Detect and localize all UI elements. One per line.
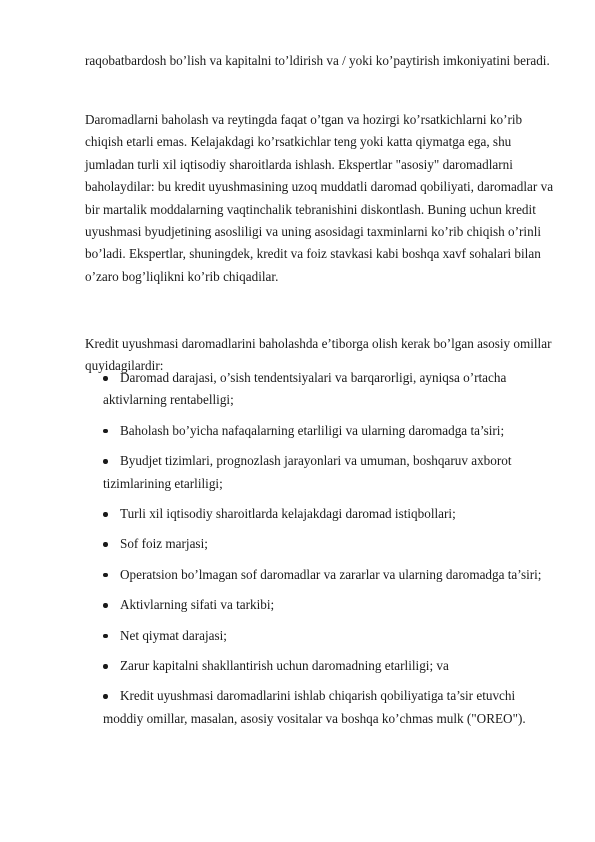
list-item <box>103 367 555 412</box>
paragraph-earnings-evaluation: Daromadlarni baholash va reytingda faqat o’tgan va hozirgi ko’rsatkichlarni ko’rib chiqish etarli emas. Kelajakdagi ko’rsatkichlar teng yoki katta qiymatga ega, shu jumladan turli xil iqtisodiy sharoitlarda ishlash. Ekspertlar "asosiy" daromadlarni baholaydilar: bu kredit uyushmasining uzoq muddatli daromad qobiliyati, daromadlar va bir martalik moddalarning vaqtinchalik tebranishini diskontlash. Buning uchun kredit uyushmasi byudjetining asosliligi va uning asosidagi taxminlarni ko’rib chiqish o’rinli bo’ladi. Ekspertlar, shuningdek, kredit va foiz stavkasi kabi boshqa xavf sohalari bilan o’zaro bog’liqlikni ko’rib chiqadilar. <box>85 112 554 284</box>
list-item-text: Baholash bo’yicha nafaqalarning etarliligi va ularning daromadga ta’siri; <box>120 422 505 438</box>
bullet-icon <box>103 459 108 464</box>
list-item-text: Sof foiz marjasi; <box>120 536 208 552</box>
list-item-text: Daromad darajasi, o’sish tendentsiyalari va barqarorligi, ayniqsa o’rtacha aktivlarning rentabelligi; <box>103 370 507 408</box>
bullet-icon <box>103 376 108 381</box>
list-item-text: Turli xil iqtisodiy sharoitlarda kelajakdagi daromad istiqbollari; <box>120 506 456 522</box>
bullet-icon <box>103 634 108 639</box>
bullet-icon <box>103 429 108 434</box>
bullet-icon <box>103 694 108 699</box>
paragraph-intro-continuation: raqobatbardosh bo’lish va kapitalni to’ldirish va / yoki ko’paytirish imkoniyatini beradi. <box>85 53 550 68</box>
list-item-text: Byudjet tizimlari, prognozlash jarayonlari va umuman, boshqaruv axborot tizimlarining etarliligi; <box>103 453 512 491</box>
bullet-icon <box>103 573 108 578</box>
list-item <box>103 655 555 677</box>
bullet-icon <box>103 603 108 608</box>
paragraph-key-factors-lead: Kredit uyushmasi daromadlarini baholashda e’tiborga olish kerak bo’lgan asosiy omillar quyidagilardir: <box>85 336 552 374</box>
list-item <box>103 625 555 647</box>
bullet-icon <box>103 512 108 517</box>
bullet-icon <box>103 664 108 669</box>
list-item <box>103 420 555 442</box>
bullet-icon <box>103 542 108 547</box>
list-item <box>103 594 555 616</box>
list-item <box>103 503 555 525</box>
list-item <box>103 450 555 495</box>
key-factors-list <box>103 367 555 738</box>
list-item <box>103 685 555 730</box>
list-item-text: Aktivlarning sifati va tarkibi; <box>120 597 275 613</box>
list-item-text: Operatsion bo’lmagan sof daromadlar va zararlar va ularning daromadga ta’siri; <box>120 566 542 582</box>
list-item-text: Kredit uyushmasi daromadlarini ishlab chiqarish qobiliyatiga ta’sir etuvchi moddiy omillar, masalan, asosiy vositalar va boshqa ko’chmas mulk ("OREO"). <box>103 688 526 726</box>
list-item <box>103 533 555 555</box>
list-item <box>103 564 555 586</box>
list-item-text: Net qiymat darajasi; <box>120 627 227 643</box>
list-item-text: Zarur kapitalni shakllantirish uchun daromadning etarliligi; va <box>120 658 449 674</box>
